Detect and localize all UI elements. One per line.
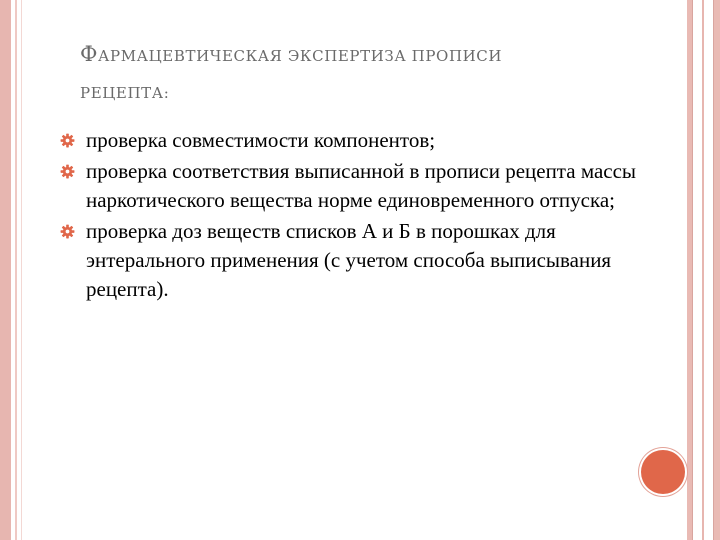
bullet-item bbox=[60, 126, 660, 155]
gear-icon bbox=[60, 164, 75, 179]
decorative-circle bbox=[641, 450, 685, 494]
bullet-text: проверка совместимости компонентов; bbox=[86, 128, 436, 152]
left-border-stripe bbox=[15, 0, 17, 540]
bullet-item bbox=[60, 157, 660, 215]
bullet-text: проверка соответствия выписанной в прописи рецепта массы наркотического вещества норме единовременного отпуска; bbox=[86, 159, 637, 212]
bullet-item bbox=[60, 217, 660, 304]
gear-icon bbox=[60, 224, 75, 239]
gear-icon bbox=[60, 133, 75, 148]
title-line-1: АРМАЦЕВТИЧЕСКАЯ ЭКСПЕРТИЗА ПРОПИСИ bbox=[98, 47, 503, 65]
left-border-stripe bbox=[21, 0, 22, 540]
bullet-list bbox=[60, 126, 660, 306]
right-border-line bbox=[702, 0, 704, 540]
title-first-letter: Ф bbox=[80, 42, 99, 66]
slide-title bbox=[80, 36, 640, 112]
title-line-2: РЕЦЕПТА: bbox=[80, 84, 170, 102]
bullet-text: проверка доз веществ списков А и Б в порошках для энтерального применения (с учетом способа выписывания рецепта). bbox=[86, 219, 612, 301]
left-border-stripe bbox=[0, 0, 11, 540]
